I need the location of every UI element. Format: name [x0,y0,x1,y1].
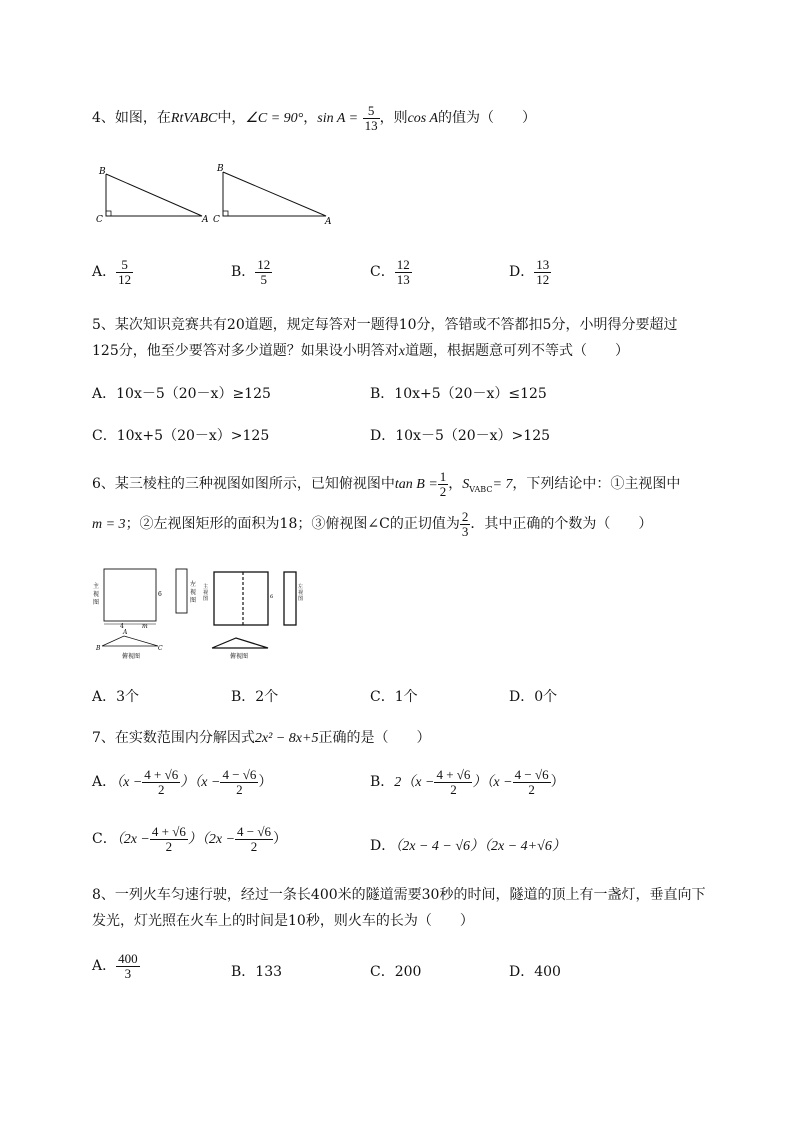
q4-stem-text: ，则 [379,110,408,127]
fraction-numerator: 5 [363,104,380,119]
q5-option-d[interactable] [370,425,550,445]
q8-option-a[interactable] [92,952,140,980]
fraction-denominator: 13 [396,271,410,287]
q5-option-b[interactable] [370,383,547,403]
svg-text:俯视图: 俯视图 [230,653,249,660]
option-text: 10x+5（20－x）≤125 [394,386,547,402]
q6-option-d[interactable] [509,686,557,706]
fraction-numerator: 4 + √6 [436,767,471,782]
q6-figure [90,566,320,662]
q4-label-c1: C [96,215,103,225]
fraction-denominator: 2 [250,838,258,854]
q6-option-c[interactable] [370,686,418,706]
fraction-numerator: 4 − √6 [237,824,271,839]
fraction-denominator: 3 [124,965,132,981]
option-text: ） [550,774,565,791]
option-label: D． [370,428,396,444]
fraction-numerator: 12 [257,257,271,272]
option-text: （2x − [116,832,150,848]
q5-variable: x [398,344,405,359]
q4-option-b[interactable] [231,258,272,286]
q6-stem-text: ， [448,476,463,493]
fraction-numerator: 4 + √6 [151,824,186,839]
option-label: A． [92,386,117,402]
option-label: B． [231,264,256,281]
svg-text:视: 视 [298,590,304,596]
q5-option-a[interactable] [92,383,271,403]
fraction-denominator: 2 [439,483,447,499]
option-label: B． [370,774,395,791]
svg-text:左: 左 [298,584,304,590]
q4-label-b2: B [217,164,224,174]
option-label: B． [231,689,256,705]
option-text: 10x+5（20－x）>125 [116,428,270,444]
q4-sin: sin A = [317,111,359,127]
fraction-denominator: 2 [528,781,535,797]
q8-stem-line2: 发光，灯光照在火车上的时间是10秒，则火车的长为（ ） [92,913,474,929]
option-label: D． [509,964,535,980]
q4-figure [90,160,340,230]
q7-stem-text: 7、在实数范围内分解因式 [92,730,255,746]
q6-a-label: A [123,629,128,636]
option-label: C． [92,428,117,444]
fraction-numerator: 400 [118,951,138,966]
q4-label-c2: C [213,215,220,225]
q6-area-subscript: VABC [469,484,493,494]
svg-text:主: 主 [203,584,209,590]
q6-m-value: m = 3 [92,517,126,533]
option-text: 10x－5（20－x）>125 [395,428,551,444]
q4-stem-text: ， [303,110,318,127]
q4-sin-fraction [363,104,380,132]
option-text: ）（x − [180,775,221,791]
q6-main-view-label: 主 [93,583,100,590]
q6-stem-text: ．其中正确的个数为（ ） [470,516,653,533]
fraction-denominator: 12 [536,271,550,287]
q4-label-b1: B [99,167,106,177]
fraction-numerator: 13 [536,257,550,272]
fraction-numerator: 4 − √6 [222,767,257,782]
fraction-denominator: 2 [165,838,173,854]
svg-text:6: 6 [270,594,274,600]
q4-cos: cos A [407,111,439,127]
svg-text:图: 图 [190,597,197,604]
fraction-numerator: 4 + √6 [144,767,179,782]
q8-stem-line1: 8、一列火车匀速行驶，经过一条长400米的隧道需要30秒的时间，隧道的顶上有一盏灯，垂直向下 [92,887,706,903]
fraction-denominator: 12 [118,271,132,287]
q4-label-a1: A [202,215,209,225]
option-label: B． [231,964,256,980]
fraction-denominator: 2 [236,781,243,797]
svg-text:图: 图 [298,596,304,602]
fraction-numerator: 4 − √6 [514,767,549,782]
q6-area-value: = 7 [492,477,513,493]
option-label: A． [92,264,117,281]
fraction-numerator: 5 [116,258,133,273]
q6-six-label: 6 [158,591,162,598]
fraction-denominator: 2 [158,781,165,797]
fraction-numerator: 1 [439,469,447,484]
option-text: 0个 [534,689,558,705]
q7-option-b[interactable] [370,768,565,796]
q7-stem [92,727,430,747]
q4-label-a2: A [325,217,332,227]
q6-m-label: m [142,623,148,630]
option-text: 200 [394,964,422,980]
fraction-numerator: 12 [396,257,410,272]
option-text: 2个 [255,689,279,705]
q5-option-c[interactable] [92,425,269,445]
option-text: 400 [534,964,561,980]
option-text: 1个 [394,689,418,705]
svg-text:视: 视 [190,589,197,596]
option-text: ）（2x − [187,832,236,848]
q5-stem-line1: 5、某次知识竞赛共有20道题，规定每答对一题得10分，答错或不答都扣5分，小明得分要超过 [92,317,678,333]
q4-stem-text: 4、如图，在 [92,110,171,127]
q4-triangle: VABC [183,111,218,127]
q4-option-d[interactable] [509,258,551,286]
fraction-denominator: 3 [461,523,469,539]
svg-text:视: 视 [203,590,209,596]
q8-option-d[interactable] [509,961,561,981]
q6-c-label: C [158,645,163,652]
option-text: ） [258,774,273,791]
q6-left-view-label: 左 [190,581,197,588]
option-text: ）（x − [472,775,513,791]
q5-stem-text: 125分，他至少要答对多少道题？如果设小明答对 [92,343,399,359]
q4-stem-text: 中， [217,110,246,127]
option-label: C． [370,264,395,281]
q7-expression: 2x² − 8x+5 [254,731,319,746]
q6-stem-text: ；②左视图矩形的面积为18；③俯视图∠C的正切值为 [125,516,460,533]
fraction-denominator: 13 [364,117,378,133]
q6-stem-text: ，下列结论中：①主视图中 [512,476,681,493]
q4-option-c[interactable] [370,258,412,286]
q4-rt: Rt [170,111,184,127]
q6-b-label: B [96,645,101,652]
option-label: B． [370,386,395,402]
option-text: 2（x − [394,775,435,791]
q4-stem-text: 的值为（ ） [438,110,537,127]
option-text: （2x − 4 − √6）（2x − 4+√6） [395,839,566,854]
q6-stem-text: 6、某三棱柱的三种视图如图所示，已知俯视图中 [92,476,395,493]
q4-stem [92,104,536,132]
fraction-denominator: 2 [450,781,457,797]
option-label: D． [509,264,535,281]
q8-option-b[interactable] [231,961,282,981]
option-label: A． [92,774,117,791]
q6-stem-line2 [92,510,652,538]
q8-option-c[interactable] [370,961,421,981]
q7-option-d[interactable] [370,835,566,855]
option-label: A． [92,689,117,705]
option-label: C． [92,831,117,848]
option-text: 133 [255,964,283,980]
option-text: （x − [116,775,143,791]
fraction-denominator: 5 [260,271,268,287]
option-text: 10x－5（20－x）≥125 [116,386,271,402]
q5-stem-line2 [92,340,629,360]
svg-text:图: 图 [93,599,100,606]
q6-option-b[interactable] [231,686,278,706]
q6-top-view-label: 俯视图 [122,653,141,660]
q4-option-a[interactable] [92,258,133,286]
q7-option-a[interactable] [92,768,272,796]
option-label: A． [92,958,117,975]
option-label: D． [370,838,396,854]
svg-text:视: 视 [93,591,100,598]
q6-stem-line1 [92,470,680,498]
q6-option-a[interactable] [92,686,139,706]
option-text: ） [273,831,287,848]
fraction-numerator: 2 [461,509,469,524]
q7-option-c[interactable] [92,825,287,853]
q7-stem-text: 正确的是（ ） [318,730,431,746]
option-label: C． [370,964,395,980]
svg-text:图: 图 [203,596,209,602]
q6-tan: tan B = [394,477,438,493]
option-text: 3个 [116,689,140,705]
option-label: D． [509,689,535,705]
q6-four-label: 4 [120,623,124,630]
q6-area-symbol: S [462,477,470,493]
q5-stem-text: 道题，根据题意可列不等式（ ） [404,343,629,359]
option-label: C． [370,689,395,705]
q4-angle: ∠C = 90° [245,111,304,127]
